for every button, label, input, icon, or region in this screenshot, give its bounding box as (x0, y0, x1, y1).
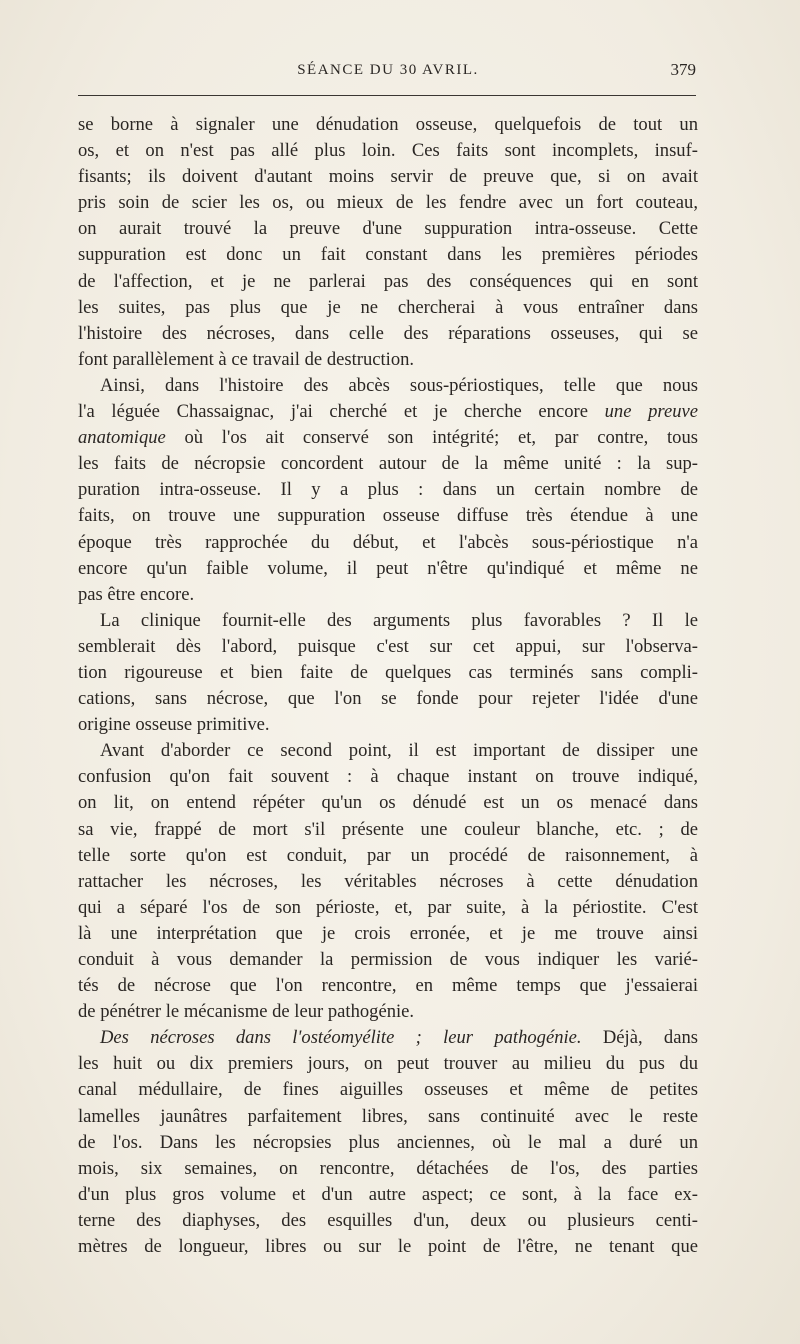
text-line (78, 190, 698, 216)
text-line (78, 686, 698, 712)
text-line (78, 634, 698, 660)
text-segment: époque très rapprochée du début, et l'abcès sous-périostique n'a (78, 531, 698, 553)
text-segment: La clinique fournit-elle des arguments plus favorables ? Il le (100, 609, 698, 631)
text-segment: encore qu'un faible volume, il peut n'être qu'indiqué et même ne (78, 557, 698, 579)
text-segment: d'un plus gros volume et d'un autre aspect; ce sont, à la face ex- (78, 1183, 698, 1205)
text-line (78, 503, 698, 529)
text-segment: pris soin de scier les os, ou mieux de les fendre avec un fort couteau, (78, 192, 698, 214)
text-segment: font parallèlement à ce travail de destruction. (78, 348, 415, 370)
text-segment: semblerait dès l'abord, puisque c'est sur cet appui, sur l'observa- (78, 635, 698, 657)
text-line (78, 425, 698, 451)
text-segment: Ainsi, dans l'histoire des abcès sous-périostiques, telle que nous (100, 374, 698, 396)
text-segment: Déjà, dans (581, 1027, 698, 1049)
text-segment: fisants; ils doivent d'autant moins servir de preuve que, si on avait (78, 166, 698, 188)
text-segment: les faits de nécropsie concordent autour de la même unité : la sup- (78, 453, 698, 475)
text-segment: lamelles jaunâtres parfaitement libres, sans continuité avec le reste (78, 1105, 698, 1127)
header-rule (78, 95, 696, 96)
text-segment: de l'os. Dans les nécropsies plus anciennes, où le mal a duré un (78, 1131, 698, 1153)
text-segment: mois, six semaines, on rencontre, détachées de l'os, des parties (78, 1157, 698, 1179)
text-segment: l'a léguée Chassaignac, j'ai cherché et je cherche encore (78, 401, 605, 423)
text-segment: rattacher les nécroses, les véritables nécroses à cette dénudation (78, 870, 698, 892)
text-line (78, 216, 698, 242)
text-line (78, 556, 698, 582)
text-line (78, 242, 698, 268)
text-segment: pas être encore. (78, 583, 195, 605)
text-line (78, 1130, 698, 1156)
text-segment: où l'os ait conservé son intégrité; et, par contre, tous (165, 427, 698, 449)
text-segment: cations, sans nécrose, que l'on se fonde pour rejeter l'idée d'une (78, 688, 698, 710)
text-line (78, 738, 698, 764)
text-line (78, 947, 698, 973)
text-line (78, 973, 698, 999)
text-segment: telle sorte qu'on est conduit, par un procédé de raisonnement, à (78, 844, 698, 866)
text-segment: mètres de longueur, libres ou sur le point de l'être, ne tenant que (78, 1236, 698, 1258)
text-segment: os, et on n'est pas allé plus loin. Ces faits sont incomplets, insuf- (78, 140, 698, 162)
text-line (78, 843, 698, 869)
text-line (78, 1104, 698, 1130)
text-line (78, 321, 698, 347)
text-segment: là une interprétation que je crois erronée, et je me trouve ainsi (78, 922, 698, 944)
text-line (78, 112, 698, 138)
text-line (78, 1156, 698, 1182)
text-segment: sa vie, frappé de mort s'il présente une couleur blanche, etc. ; de (78, 818, 698, 840)
italic-text: anatomique (78, 427, 166, 449)
text-line (78, 817, 698, 843)
text-line (78, 660, 698, 686)
text-segment: canal médullaire, de fines aiguilles osseuses et même de petites (78, 1079, 698, 1101)
text-line (78, 399, 698, 425)
text-line (78, 712, 698, 738)
text-line (78, 582, 698, 608)
text-line (78, 790, 698, 816)
text-segment: l'histoire des nécroses, dans celle des réparations osseuses, qui se (78, 322, 698, 344)
text-segment: terne des diaphyses, des esquilles d'un, deux ou plusieurs centi- (78, 1209, 698, 1231)
text-segment: puration intra-osseuse. Il y a plus : dans un certain nombre de (78, 479, 698, 501)
text-line (78, 1182, 698, 1208)
text-line (78, 373, 698, 399)
italic-text: une preuve (604, 401, 698, 423)
text-segment: on lit, on entend répéter qu'un os dénudé est un os menacé dans (78, 792, 698, 814)
text-line (78, 164, 698, 190)
running-title: SÉANCE DU 30 AVRIL. (297, 62, 479, 78)
text-line (78, 269, 698, 295)
text-line (78, 999, 698, 1025)
text-segment: se borne à signaler une dénudation osseuse, quelquefois de tout un (78, 114, 698, 135)
text-line (78, 1051, 698, 1077)
text-segment: de pénétrer le mécanisme de leur pathogénie. (78, 1001, 415, 1023)
text-segment: les huit ou dix premiers jours, on peut trouver au milieu du pus du (78, 1053, 698, 1075)
text-segment: conduit à vous demander la permission de vous indiquer les varié- (78, 949, 698, 970)
text-line (78, 921, 698, 947)
text-segment: tion rigoureuse et bien faite de quelques cas terminés sans compli- (78, 661, 698, 683)
text-segment: on aurait trouvé la preuve d'une suppuration intra-osseuse. Cette (78, 218, 698, 240)
text-line (78, 530, 698, 556)
page-header (78, 58, 698, 88)
text-line (78, 451, 698, 477)
text-line (78, 1077, 698, 1103)
text-line (78, 895, 698, 921)
text-segment: origine osseuse primitive. (78, 714, 270, 736)
text-line (78, 1234, 698, 1260)
text-line (78, 869, 698, 895)
text-line (78, 1025, 698, 1051)
text-segment: qui a séparé l'os de son périoste, et, par suite, à la périostite. C'est (78, 896, 698, 918)
text-line (78, 477, 698, 503)
text-line (78, 764, 698, 790)
text-segment: faits, on trouve une suppuration osseuse diffuse très étendue à une (78, 505, 698, 527)
body-text (78, 112, 698, 1260)
text-line (78, 138, 698, 164)
text-segment: les suites, pas plus que je ne chercherai à vous entraîner dans (78, 296, 698, 318)
text-segment: confusion qu'on fait souvent : à chaque instant on trouve indiqué, (78, 766, 698, 788)
italic-text: Des nécroses dans l'ostéomyélite ; leur pathogénie. (100, 1027, 582, 1049)
text-segment: Avant d'aborder ce second point, il est important de dissiper une (100, 740, 698, 762)
page-number: 379 (670, 60, 696, 79)
text-line (78, 1208, 698, 1234)
text-segment: suppuration est donc un fait constant dans les premières périodes (78, 244, 698, 266)
text-line (78, 608, 698, 634)
text-line (78, 347, 698, 373)
text-line (78, 295, 698, 321)
text-segment: de l'affection, et je ne parlerai pas des conséquences qui en sont (78, 270, 698, 292)
text-segment: tés de nécrose que l'on rencontre, en même temps que j'essaierai (78, 975, 698, 997)
